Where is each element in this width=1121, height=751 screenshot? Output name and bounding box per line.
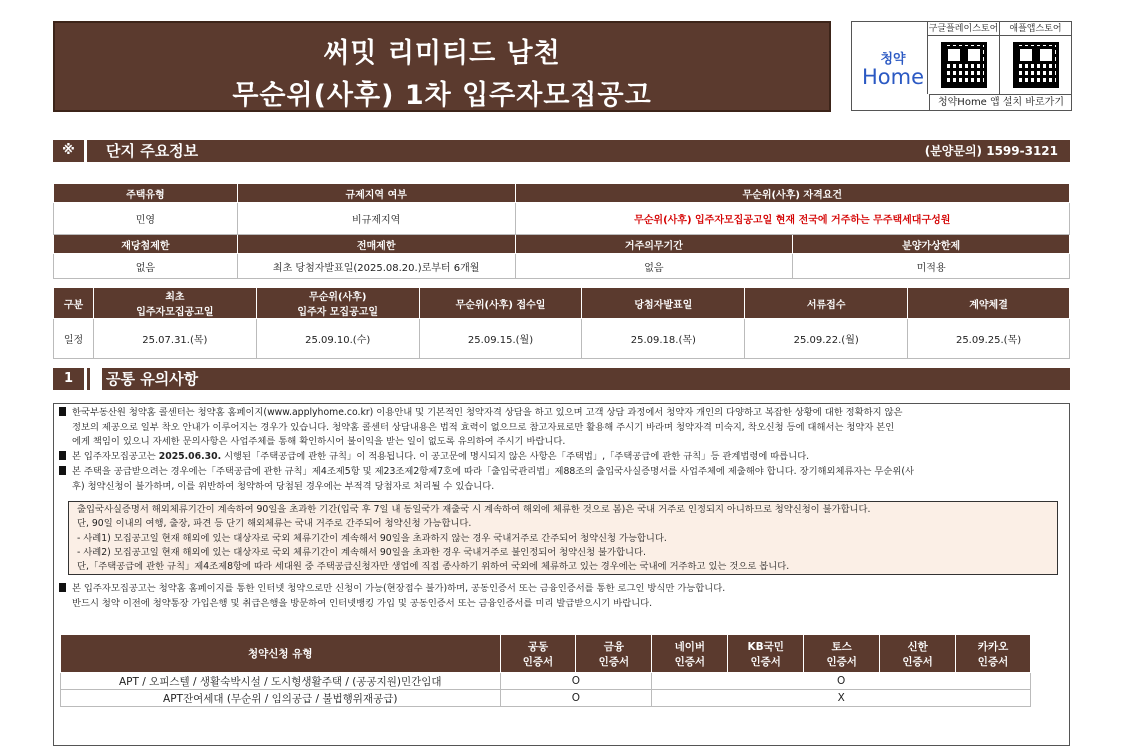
schedule-date: 25.07.31.(목) [93, 319, 256, 359]
section-mark: ※ [53, 140, 87, 162]
note-text: 후) 청약신청이 불가하며, 이를 위반하여 청약하여 당첨된 경우에는 부적격 당첨자로 처리될 수 있습니다. [72, 480, 495, 492]
cert-header [880, 635, 956, 673]
info-value: 비규제지역 [237, 203, 515, 235]
bullet-square-icon [59, 407, 66, 416]
cert-header-l1: 금융 [603, 640, 625, 653]
cert-header-l2: 인증서 [977, 655, 1009, 668]
cert-header-l2: 인증서 [902, 655, 933, 668]
sales-contact: (분양문의) 1599-3121 [924, 144, 1058, 158]
info-header: 거주의무기간 [515, 235, 793, 254]
cert-row-type: APT / 오피스텔 / 생활숙박시설 / 도시형생활주택 / (공공지원)민간임대 [61, 673, 501, 690]
info-header: 전매제한 [237, 235, 515, 254]
table-row [61, 690, 1031, 707]
schedule-header-l1: 최초 [165, 292, 185, 303]
app-install-box [851, 21, 1072, 111]
table-row [61, 673, 1031, 690]
cert-header-l1: 신한 [907, 640, 928, 653]
schedule-date: 25.09.25.(목) [908, 319, 1070, 359]
cert-header-l1: 네이버 [674, 640, 706, 653]
cert-header-l1: KB국민 [747, 640, 784, 653]
applyhome-logo [858, 26, 928, 106]
schedule-date: 25.09.10.(수) [256, 319, 419, 359]
note-text: 정보의 제공으로 일부 착오 안내가 이루어지는 경우가 있습니다. 청약홈 콜센터 상담내용은 법적 효력이 없으므로 참고자료로만 활용해 주시기 바라며 청약자격 미숙지, 착오신청 등에 대해서는 청약자 본인 [72, 421, 895, 433]
schedule-date: 25.09.22.(월) [745, 319, 908, 359]
overseas-stay-callout [68, 501, 1058, 575]
cert-header-l2: 인증서 [522, 655, 554, 668]
schedule-header: 서류접수 [745, 288, 908, 319]
info-value: 민영 [54, 203, 238, 235]
schedule-header: 계약체결 [908, 288, 1070, 319]
info-header: 재당첨제한 [54, 235, 238, 254]
callout-text: 단,「주택공급에 관한 규칙」제4조제8항에 따라 세대원 중 주택공급신청자만 생업에 직접 종사하기 위하여 국외에 체류하고 있는 경우에는 국내에 거주하고 있는 것으로 봅니다. [77, 561, 790, 573]
certificate-table [60, 634, 1031, 707]
cert-header [500, 635, 576, 673]
section-gap [90, 368, 102, 390]
note-text: 반드시 청약 이전에 청약통장 가입은행 및 취급은행을 방문하여 인터넷뱅킹 가입 및 공동인증서 또는 금융인증서를 미리 발급받으시기 바랍니다. [72, 597, 653, 609]
note-text: 한국부동산원 청약홈 콜센터는 청약홈 홈페이지(www.applyhome.co.kr) 이용안내 및 기본적인 청약자격 상담을 하고 있으며 고객 상담 과정에서 청약자 개인의 다양하고 복잡한 상황에 대한 정확하지 않은 [72, 407, 903, 418]
note-regulation [59, 450, 1064, 465]
cert-header-l2: 인증서 [750, 655, 781, 668]
schedule-header [256, 288, 419, 319]
section-complex-info [53, 140, 1070, 162]
note-text: 시행된「주택공급에 관한 규칙」이 적용됩니다. 이 공고문에 명시되지 않은 사항은「주택법」,「주택공급에 관한 규칙」등 관계법령에 따릅니다. [221, 451, 810, 462]
cert-header-l1: 토스 [831, 640, 852, 653]
cert-header [652, 635, 728, 673]
google-play-column[interactable] [927, 22, 999, 94]
bullet-square-icon [59, 466, 66, 475]
app-store-caption: 애플앱스토어 [1000, 22, 1071, 36]
callout-text: 단, 90일 이내의 여행, 출장, 파견 등 단기 해외체류는 국내 거주로 간주되어 청약신청 가능합니다. [77, 518, 472, 530]
schedule-header: 당첨자발표일 [582, 288, 745, 319]
cert-header-l2: 인증서 [674, 655, 706, 668]
qualification-value: 무순위(사후) 입주자모집공고일 현재 전국에 거주하는 무주택세대구성원 [515, 203, 1069, 235]
schedule-header-l1: 무순위(사후) [308, 292, 367, 303]
cert-row-type: APT잔여세대 (무순위 / 임의공급 / 불법행위재공급) [61, 690, 501, 707]
section-title: 단지 주요정보 [106, 142, 199, 160]
app-store-qr-icon[interactable] [1013, 42, 1059, 88]
note-call-center [59, 406, 1064, 450]
cert-header [728, 635, 804, 673]
schedule-table [53, 287, 1070, 359]
info-value: 없음 [515, 254, 793, 279]
google-play-qr-icon[interactable] [941, 42, 987, 88]
notes-box [53, 403, 1070, 746]
info-value: 없음 [54, 254, 238, 279]
cert-header-l1: 공동 [527, 640, 549, 653]
bullet-square-icon [59, 451, 66, 460]
note-internet-application [59, 582, 1064, 611]
cert-header [576, 635, 652, 673]
note-text: 본 입주자모집공고는 [72, 451, 159, 462]
cert-header-l2: 인증서 [598, 655, 630, 668]
section-common-notes [53, 368, 1070, 390]
callout-text: - 사례2) 모집공고일 현재 해외에 있는 대상자로 국외 체류기간이 계속해서 90일을 초과한 경우 국내거주로 불인정되어 청약신청 불가합니다. [77, 546, 646, 558]
logo-top-text: 청약 [880, 52, 906, 67]
schedule-row-label: 일정 [54, 319, 94, 359]
notice-title-box [53, 21, 831, 112]
info-value: 미적용 [793, 254, 1070, 279]
info-header: 무순위(사후) 자격요건 [515, 184, 1069, 203]
cert-availability: O [652, 673, 1031, 690]
note-date: 2025.06.30. [158, 451, 222, 462]
cert-header [804, 635, 880, 673]
schedule-header [93, 288, 256, 319]
app-store-column[interactable] [999, 22, 1071, 94]
bullet-square-icon [59, 583, 66, 592]
callout-text: 출입국사실증명서 해외체류기간이 계속하여 90일을 초과한 기간(입국 후 7일 내 동일국가 재출국 시 계속하여 해외에 체류한 것으로 봄)은 국내 거주로 인정되지 아니하므로 청약신청이 불가합니다. [77, 504, 871, 515]
logo-bottom-text: Home [861, 65, 924, 89]
schedule-header: 무순위(사후) 접수일 [419, 288, 582, 319]
complex-info-table [53, 183, 1070, 279]
cert-header-l1: 카카오 [977, 640, 1009, 653]
cert-availability: O [500, 673, 652, 690]
notice-title-line1: 써밋 리미티드 남천 [323, 38, 561, 69]
note-immigration [59, 465, 1064, 494]
info-value: 최초 당첨자발표일(2025.08.20.)로부터 6개월 [237, 254, 515, 279]
schedule-label-header: 구분 [54, 288, 94, 319]
schedule-date: 25.09.15.(월) [419, 319, 582, 359]
schedule-header-l2: 입주자모집공고일 [136, 307, 214, 318]
schedule-header-l2: 입주자 모집공고일 [297, 307, 379, 318]
schedule-date: 25.09.18.(목) [582, 319, 745, 359]
info-header: 주택유형 [54, 184, 238, 203]
cert-header [956, 635, 1031, 673]
info-header: 분양가상한제 [793, 235, 1070, 254]
app-install-link[interactable]: 청약Home 앱 설치 바로가기 [929, 94, 1072, 111]
section-number: 1 [53, 368, 87, 390]
cert-availability: X [652, 690, 1031, 707]
note-text: 에게 책임이 있으니 자세한 문의사항은 사업주체를 통해 확인하시어 불이익을 받는 일이 없도록 유의하여 주시기 바랍니다. [72, 436, 566, 447]
notice-title-line2: 무순위(사후) 1차 입주자모집공고 [232, 80, 652, 111]
section-title: 공통 유의사항 [106, 370, 199, 388]
info-header: 규제지역 여부 [237, 184, 515, 203]
cert-type-header: 청약신청 유형 [61, 635, 501, 673]
note-text: 본 입주자모집공고는 청약홈 홈페이지를 통한 인터넷 청약으로만 신청이 가능(현장접수 불가)하며, 공동인증서 또는 금융인증서를 통한 로그인 방식만 가능합니다. [72, 583, 726, 594]
note-text: 본 주택을 공급받으려는 경우에는「주택공급에 관한 규칙」제4조제5항 및 제23조제2항제7호에 따라「출입국관리법」제88조의 출입국사실증명서를 사업주체에 제출해야 합니다. 장기해외체류자는 무순위(사 [72, 466, 914, 477]
cert-availability: O [500, 690, 652, 707]
callout-text: - 사례1) 모집공고일 현재 해외에 있는 대상자로 국외 체류기간이 계속해서 90일을 초과하지 않는 경우 국내거주로 간주되어 청약신청 가능합니다. [77, 532, 667, 544]
cert-header-l2: 인증서 [826, 655, 857, 668]
google-play-caption: 구글플레이스토어 [928, 24, 999, 34]
